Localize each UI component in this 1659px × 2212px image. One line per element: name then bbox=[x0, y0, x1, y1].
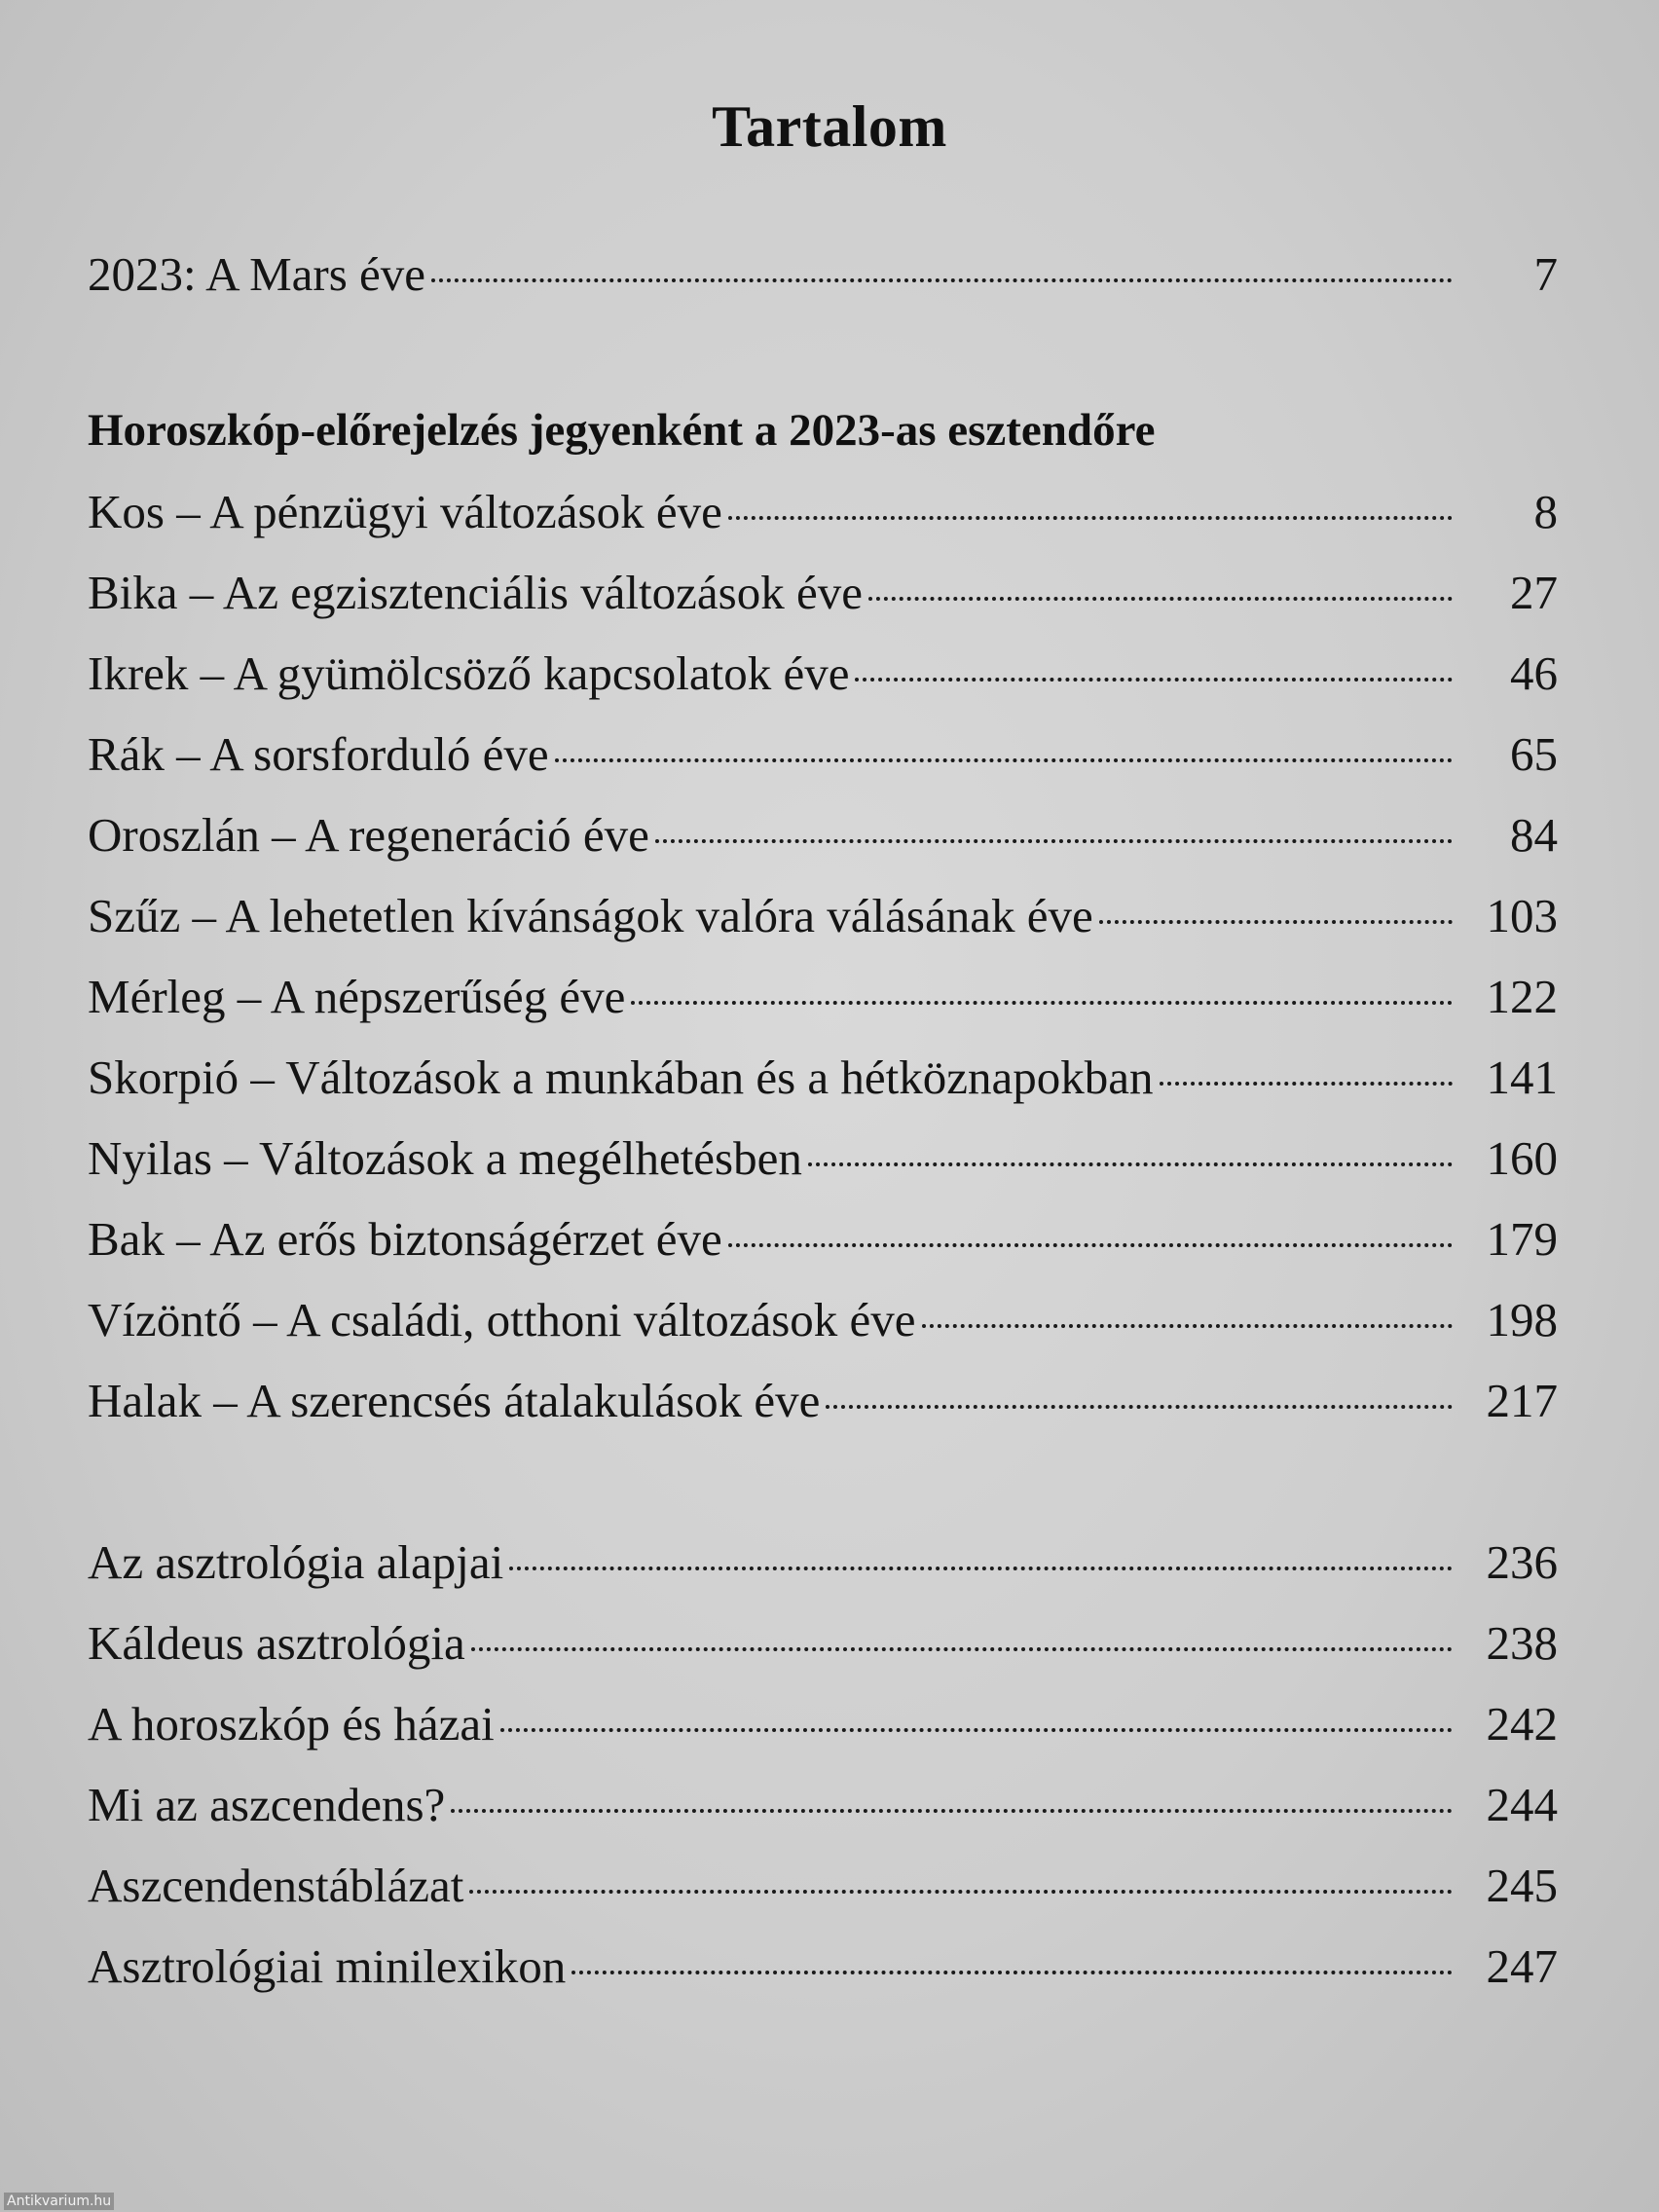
toc-entry-title: Asztrológiai minilexikon bbox=[88, 1939, 567, 1993]
toc-entry-title: Skorpió – Változások a munkában és a hétköznapokban bbox=[88, 1051, 1154, 1104]
dot-leader bbox=[631, 1001, 1453, 1005]
toc-entry-nyilas bbox=[88, 1129, 1558, 1188]
toc-page-number: 141 bbox=[1486, 1051, 1558, 1104]
toc-entry-title: Az asztrológia alapjai bbox=[88, 1535, 504, 1589]
toc-entry-title: Mérleg – A népszerűség éve bbox=[88, 970, 626, 1023]
toc-entry-title: Szűz – A lehetetlen kívánságok valóra válásának éve bbox=[88, 889, 1093, 942]
toc-entry-title: Kos – A pénzügyi változások éve bbox=[88, 485, 722, 538]
toc-page-number: 245 bbox=[1486, 1859, 1558, 1912]
dot-leader bbox=[469, 1890, 1453, 1894]
dot-leader bbox=[571, 1971, 1453, 1974]
toc-entry-aszcendenstablazat bbox=[88, 1857, 1558, 1915]
dot-leader bbox=[471, 1647, 1453, 1651]
toc-entry-minilexikon bbox=[88, 1937, 1558, 1996]
toc-entry-title: Nyilas – Változások a megélhetésben bbox=[88, 1131, 802, 1185]
toc-page-number: 7 bbox=[1533, 247, 1558, 301]
toc-entry-horoszkop-hazai bbox=[88, 1695, 1558, 1753]
toc-entry-title: Bika – Az egzisztenciális változások éve bbox=[88, 566, 863, 619]
toc-entry-title: Ikrek – A gyümölcsöző kapcsolatok éve bbox=[88, 646, 850, 700]
toc-page-number: 179 bbox=[1486, 1212, 1558, 1266]
dot-leader bbox=[451, 1809, 1453, 1813]
toc-page-number: 103 bbox=[1486, 889, 1558, 942]
toc-entry-aszcendens bbox=[88, 1776, 1558, 1834]
toc-entry-merleg bbox=[88, 968, 1558, 1026]
dot-leader bbox=[1160, 1082, 1453, 1086]
toc-entry-title: 2023: A Mars éve bbox=[88, 247, 426, 301]
dot-leader bbox=[500, 1728, 1453, 1732]
toc-entry-title: Aszcendenstáblázat bbox=[88, 1859, 464, 1912]
toc-entry-title: Halak – A szerencsés átalakulások éve bbox=[88, 1374, 821, 1427]
toc-entry-title: Mi az aszcendens? bbox=[88, 1778, 446, 1831]
toc-entry-title: A horoszkóp és házai bbox=[88, 1697, 495, 1751]
toc-page-number: 217 bbox=[1486, 1374, 1558, 1427]
dot-leader bbox=[855, 678, 1453, 682]
toc-entry-halak bbox=[88, 1372, 1558, 1430]
toc-entry-bika bbox=[88, 564, 1558, 622]
toc-page-number: 242 bbox=[1486, 1697, 1558, 1751]
toc-entry-title: Vízöntő – A családi, otthoni változások éve bbox=[88, 1293, 916, 1346]
toc-page-number: 244 bbox=[1486, 1778, 1558, 1831]
toc-entry-kaldeus-asztrologia bbox=[88, 1614, 1558, 1673]
toc-page-number: 84 bbox=[1510, 808, 1558, 862]
dot-leader bbox=[728, 516, 1453, 520]
dot-leader bbox=[555, 758, 1453, 762]
dot-leader bbox=[509, 1567, 1453, 1570]
toc-entry-szuz bbox=[88, 887, 1558, 945]
toc-page-number: 27 bbox=[1510, 566, 1558, 619]
toc-entry-title: Bak – Az erős biztonságérzet éve bbox=[88, 1212, 722, 1266]
dot-leader bbox=[808, 1162, 1453, 1166]
toc-entry-oroszlan bbox=[88, 806, 1558, 865]
toc-page-number: 8 bbox=[1533, 485, 1558, 538]
dot-leader bbox=[655, 839, 1453, 843]
dot-leader bbox=[431, 278, 1453, 282]
toc-entry-skorpio bbox=[88, 1049, 1558, 1107]
toc-entry-bak bbox=[88, 1210, 1558, 1269]
dot-leader bbox=[728, 1243, 1453, 1247]
toc-entry-rak bbox=[88, 725, 1558, 784]
toc-entry-title: Oroszlán – A regeneráció éve bbox=[88, 808, 649, 862]
toc-entry-title: Rák – A sorsforduló éve bbox=[88, 727, 549, 781]
toc-entry-intro bbox=[88, 245, 1558, 304]
page-title: Tartalom bbox=[712, 94, 947, 159]
dot-leader bbox=[868, 597, 1453, 601]
toc-page-number: 46 bbox=[1510, 646, 1558, 700]
toc-page-number: 236 bbox=[1486, 1535, 1558, 1589]
toc-page-number: 65 bbox=[1510, 727, 1558, 781]
toc-entry-asztrologia-alapjai bbox=[88, 1533, 1558, 1592]
toc-entry-vizonto bbox=[88, 1291, 1558, 1349]
toc-page-number: 247 bbox=[1486, 1939, 1558, 1993]
dot-leader bbox=[922, 1324, 1453, 1328]
toc-entry-kos bbox=[88, 483, 1558, 541]
toc-page-number: 238 bbox=[1486, 1616, 1558, 1670]
toc-page-number: 160 bbox=[1486, 1131, 1558, 1185]
toc-entry-ikrek bbox=[88, 645, 1558, 703]
toc-entry-title: Káldeus asztrológia bbox=[88, 1616, 465, 1670]
toc-page-number: 122 bbox=[1486, 970, 1558, 1023]
dot-leader bbox=[826, 1405, 1453, 1409]
watermark: Antikvarium.hu bbox=[4, 2193, 114, 2210]
toc-page-number: 198 bbox=[1486, 1293, 1558, 1346]
dot-leader bbox=[1099, 920, 1453, 924]
section-heading: Horoszkóp-előrejelzés jegyenként a 2023-as esztendőre bbox=[88, 405, 1156, 456]
